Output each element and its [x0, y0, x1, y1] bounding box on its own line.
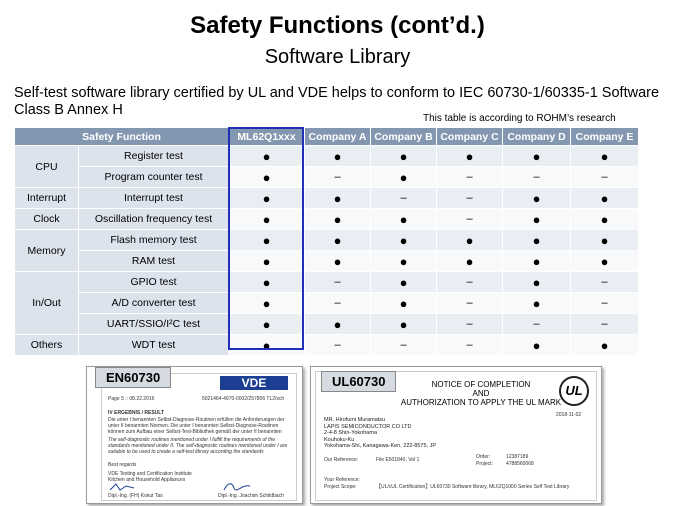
- not-supported-mark: –: [571, 293, 639, 314]
- supported-mark: ●: [229, 251, 305, 272]
- table-row: [15, 167, 639, 188]
- ul-notice-2: AND: [472, 389, 490, 398]
- supported-mark: ●: [305, 230, 371, 251]
- not-supported-mark: –: [437, 188, 503, 209]
- function-cell: WDT test: [79, 335, 229, 356]
- table-row: [15, 146, 639, 167]
- not-supported-mark: –: [503, 314, 571, 335]
- supported-mark: ●: [371, 314, 437, 335]
- function-cell: GPIO test: [79, 272, 229, 293]
- supported-mark: ●: [229, 209, 305, 230]
- supported-mark: ●: [305, 314, 371, 335]
- not-supported-mark: –: [503, 167, 571, 188]
- table-row: [15, 209, 639, 230]
- header-company-a: Company A: [305, 128, 371, 146]
- not-supported-mark: –: [571, 272, 639, 293]
- table-note: This table is according to ROHM’s research: [423, 113, 616, 124]
- table-row: [15, 188, 639, 209]
- supported-mark: ●: [503, 146, 571, 167]
- supported-mark: ●: [571, 146, 639, 167]
- table-row: [15, 293, 639, 314]
- function-cell: A/D converter test: [79, 293, 229, 314]
- category-cell: Interrupt: [15, 188, 79, 209]
- function-cell: Interrupt test: [79, 188, 229, 209]
- ul-scope: 【UL/cUL Certification】UL60730 Software library, ML62Q1000 Series Self Test Library: [376, 484, 570, 490]
- not-supported-mark: –: [437, 335, 503, 356]
- vde-logo: VDE: [220, 376, 288, 390]
- category-cell: Memory: [15, 230, 79, 272]
- not-supported-mark: –: [437, 293, 503, 314]
- safety-function-table: [14, 127, 639, 356]
- supported-mark: ●: [503, 209, 571, 230]
- vde-sig2-name: Dipl.-Ing. Joachim Schildbach: [218, 493, 284, 499]
- table-row: [15, 251, 639, 272]
- ul-our-ref: File E501840, Vol 1: [376, 457, 420, 463]
- supported-mark: ●: [571, 188, 639, 209]
- supported-mark: ●: [437, 251, 503, 272]
- vde-section: IV ERGEBNIS / RESULT: [108, 410, 165, 416]
- ul-project: 4788560068: [506, 461, 534, 467]
- table-row: [15, 314, 639, 335]
- header-company-e: Company E: [571, 128, 639, 146]
- supported-mark: ●: [503, 251, 571, 272]
- category-cell: Others: [15, 335, 79, 356]
- supported-mark: ●: [571, 230, 639, 251]
- vde-regards: Best regards: [108, 462, 137, 468]
- supported-mark: ●: [305, 146, 371, 167]
- table-row: [15, 230, 639, 251]
- header-company-c: Company C: [437, 128, 503, 146]
- supported-mark: ●: [437, 146, 503, 167]
- ul-our-ref-label: Our Reference:: [324, 457, 359, 463]
- table-row: [15, 272, 639, 293]
- ul-address-block: [324, 417, 436, 450]
- supported-mark: ●: [305, 209, 371, 230]
- header-company-d: Company D: [503, 128, 571, 146]
- supported-mark: ●: [371, 272, 437, 293]
- ul-date: 2018-11-02: [556, 412, 582, 418]
- supported-mark: ●: [503, 272, 571, 293]
- function-cell: RAM test: [79, 251, 229, 272]
- ul-address-line: MR. Hirofumi Muramatsu: [324, 417, 386, 423]
- supported-mark: ●: [229, 314, 305, 335]
- supported-mark: ●: [437, 230, 503, 251]
- supported-mark: ●: [305, 188, 371, 209]
- ul-notice-1: NOTICE OF COMPLETION: [431, 380, 531, 389]
- ul-your-ref-label: Your Reference:: [324, 477, 360, 483]
- function-cell: Flash memory test: [79, 230, 229, 251]
- function-cell: UART/SSIO/I²C test: [79, 314, 229, 335]
- supported-mark: ●: [503, 293, 571, 314]
- supported-mark: ●: [371, 251, 437, 272]
- vde-ref: 5021464-4970-0002/257806 TL2/sch: [202, 396, 285, 402]
- supported-mark: ●: [571, 251, 639, 272]
- not-supported-mark: –: [437, 167, 503, 188]
- ul60730-tag: UL60730: [321, 371, 396, 392]
- supported-mark: ●: [371, 293, 437, 314]
- ul-order: 12387189: [506, 454, 529, 460]
- supported-mark: ●: [371, 230, 437, 251]
- ul-project-label: Project:: [476, 461, 493, 467]
- supported-mark: ●: [305, 251, 371, 272]
- vde-signature-1: [108, 482, 138, 492]
- category-cell: CPU: [15, 146, 79, 188]
- supported-mark: ●: [371, 209, 437, 230]
- en60730-tag: EN60730: [95, 367, 171, 388]
- supported-mark: ●: [571, 335, 639, 356]
- page-subtitle: Software Library: [264, 46, 411, 68]
- page-title: Safety Functions (cont’d.): [190, 12, 485, 39]
- vde-org2: Kitchen and Household Appliances: [108, 477, 186, 483]
- not-supported-mark: –: [571, 314, 639, 335]
- function-cell: Oscillation frequency test: [79, 209, 229, 230]
- supported-mark: ●: [371, 146, 437, 167]
- table-header-row: [15, 128, 639, 146]
- not-supported-mark: –: [437, 314, 503, 335]
- ul-address-line: 2-4-8 Shin-Yokohama: [324, 430, 377, 436]
- header-company-b: Company B: [371, 128, 437, 146]
- vde-page: Page 5 :: 08.22.2016: [108, 396, 155, 402]
- header-ml62q1xxx: ML62Q1xxx: [229, 128, 305, 146]
- supported-mark: ●: [229, 188, 305, 209]
- not-supported-mark: –: [371, 188, 437, 209]
- ul-order-label: Order:: [476, 454, 491, 460]
- not-supported-mark: –: [371, 335, 437, 356]
- function-cell: Register test: [79, 146, 229, 167]
- supported-mark: ●: [229, 293, 305, 314]
- supported-mark: ●: [229, 146, 305, 167]
- header-safety-function: Safety Function: [15, 128, 229, 146]
- supported-mark: ●: [229, 272, 305, 293]
- vde-signature-2: [222, 480, 252, 492]
- supported-mark: ●: [503, 335, 571, 356]
- vde-text-en: The self-diagnostic routines mentioned under I fulfill the requirements of the standards mentioned under II. The self-diagnostic routines mentioned under I are suitable to be used to create a self-test library according the standards: [108, 437, 288, 455]
- supported-mark: ●: [571, 209, 639, 230]
- not-supported-mark: –: [571, 167, 639, 188]
- category-cell: Clock: [15, 209, 79, 230]
- supported-mark: ●: [503, 188, 571, 209]
- not-supported-mark: –: [305, 335, 371, 356]
- ul-certificate: [310, 366, 602, 504]
- category-cell: In/Out: [15, 272, 79, 335]
- not-supported-mark: –: [437, 272, 503, 293]
- supported-mark: ●: [229, 335, 305, 356]
- vde-org1: VDE Testing and Certification Institute: [108, 471, 192, 477]
- ul-address-line: Kouhoku-Ku: [324, 436, 355, 443]
- not-supported-mark: –: [437, 209, 503, 230]
- vde-document: [101, 373, 297, 501]
- function-cell: Program counter test: [79, 167, 229, 188]
- intro-text: Self-test software library certified by UL and VDE helps to conform to IEC 60730-1/60335-1 Software Class B Annex H: [14, 85, 660, 118]
- ul-scope-label: Project Scope:: [324, 484, 357, 490]
- ul-address-line: LAPIS SEMICONDUCTOR CO LTD: [324, 423, 412, 430]
- vde-sig1-name: Dipl.-Ing. (FH) Kokut Tas: [108, 493, 163, 499]
- ul-logo: UL: [559, 376, 589, 406]
- supported-mark: ●: [371, 167, 437, 188]
- vde-text-de: Die unter I benannten Selbst-Diagnose-Routinen erfüllen die Anforderungen der unter II benannten Normen. Die unter I benannten Selbst-Diagnose-Routinen können zum Aufbau einer Selbst-Test-Bibliothek gemäß der unter II benannten: [108, 417, 285, 435]
- vde-certificate: [86, 366, 303, 504]
- supported-mark: ●: [229, 167, 305, 188]
- table-row: [15, 335, 639, 356]
- not-supported-mark: –: [305, 167, 371, 188]
- ul-address-line: Yokohama-Shi, Kanagawa-Ken, 222-8575, JP: [324, 443, 437, 449]
- supported-mark: ●: [503, 230, 571, 251]
- ul-notice-3: AUTHORIZATION TO APPLY THE UL MARK: [400, 398, 562, 407]
- not-supported-mark: –: [305, 272, 371, 293]
- supported-mark: ●: [229, 230, 305, 251]
- not-supported-mark: –: [305, 293, 371, 314]
